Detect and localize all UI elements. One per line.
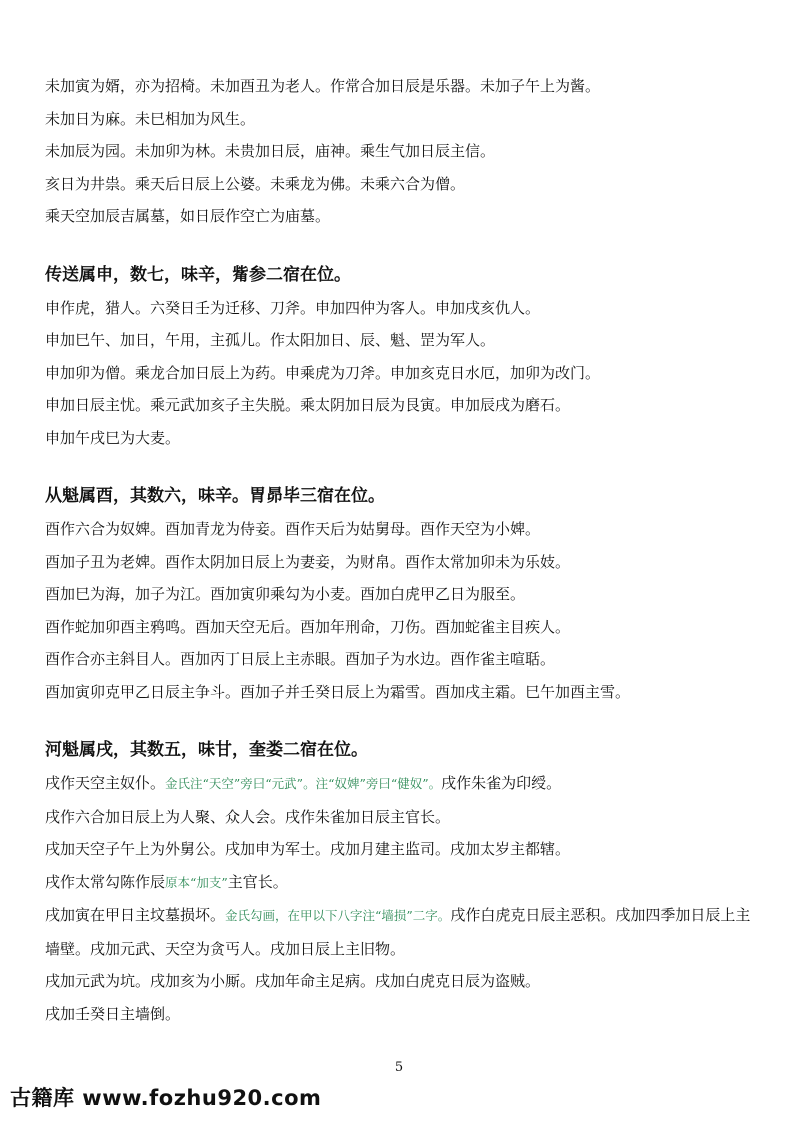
text-line: 申作虎，猎人。六癸日壬为迁移、刀斧。申加四仲为客人。申加戌亥仇人。 bbox=[45, 298, 541, 317]
text-line: 酉作合亦主斜目人。酉加丙丁日辰上主赤眼。酉加子为水边。酉作雀主喧聒。 bbox=[45, 650, 556, 668]
page-number: 5 bbox=[394, 1060, 404, 1075]
text-line: 申加卯为僧。乘龙合加日辰上为药。申乘虎为刀斧。申加亥克日水厄，加卯为改门。 bbox=[45, 363, 601, 382]
text-line: 酉作蛇加卯酉主鸦鸣。酉加天空无后。酉加年刑命，刀伤。酉加蛇雀主目疾人。 bbox=[45, 617, 571, 636]
section-hekui bbox=[45, 734, 755, 1030]
section-heading: 从魁属酉，其数六，味辛。胃昴毕三宿在位。 bbox=[45, 486, 385, 506]
text-line bbox=[45, 899, 755, 965]
text-segment: 戌作白虎克日辰主恶积。戌加四季加日辰上主墙壁。戌加元武、天空为贪丐人。戌加日辰上主旧物。 bbox=[45, 906, 751, 958]
text-line: 戌加壬癸日主墙倒。 bbox=[45, 1004, 181, 1023]
text-line: 未加寅为婿，亦为招椅。未加酉丑为老人。作常合加日辰是乐器。未加子午上为酱。 bbox=[45, 77, 601, 95]
section-heading: 河魁属戌，其数五，味甘，奎娄二宿在位。 bbox=[45, 740, 368, 760]
text-line: 申加巳午、加日，午用，主孤儿。作太阳加日、辰、魁、罡为军人。 bbox=[45, 331, 496, 349]
text-line: 酉加寅卯克甲乙日辰主争斗。酉加子并壬癸日辰上为霜雪。酉加戌主霜。巳午加酉主雪。 bbox=[45, 682, 631, 701]
text-line: 戌加元武为坑。戌加亥为小厮。戌加年命主足病。戌加白虎克日辰为盗贼。 bbox=[45, 972, 541, 990]
page-content bbox=[45, 70, 755, 1030]
annotation-note: 金氏注“天空”旁曰“元武”。注“奴婢”旁曰“健奴”。 bbox=[165, 776, 442, 791]
text-segment: 主官长。 bbox=[227, 872, 288, 891]
text-segment: 戌作天空主奴仆。 bbox=[45, 774, 166, 792]
section-heading: 传送属申，数七，味辛，觜参二宿在位。 bbox=[45, 264, 351, 285]
text-line: 酉加子丑为老婢。酉作太阴加日辰上为妻妾，为财帛。酉作太常加卯未为乐妓。 bbox=[45, 552, 571, 571]
text-segment: 戌作太常勾陈作辰 bbox=[45, 872, 166, 891]
annotation-note: 金氏勾画，在甲以下八字注“墙损”二字。 bbox=[225, 908, 451, 923]
text-line bbox=[45, 866, 755, 900]
text-line bbox=[45, 767, 755, 801]
text-line: 乘天空加辰吉属墓，如日辰作空亡为庙墓。 bbox=[45, 207, 331, 225]
text-line: 未加日为麻。未巳相加为风生。 bbox=[45, 109, 256, 128]
section-congkui bbox=[45, 480, 755, 708]
text-segment: 戌作朱雀为印绶。 bbox=[441, 774, 562, 792]
text-segment: 戌加寅在甲日主坟墓损坏。 bbox=[45, 906, 226, 924]
text-line: 戌加天空子午上为外舅公。戌加申为军士。戌加月建主监司。戌加太岁主都辖。 bbox=[45, 840, 571, 858]
text-line: 申加午戌巳为大麦。 bbox=[45, 428, 181, 447]
text-line: 亥日为井祟。乘天后日辰上公婆。未乘龙为佛。未乘六合为僧。 bbox=[45, 174, 466, 193]
intro-block bbox=[45, 70, 755, 233]
watermark: 古籍库 www.fozhu920.com bbox=[10, 1086, 322, 1110]
text-line: 酉加巳为海，加子为江。酉加寅卯乘勾为小麦。酉加白虎甲乙日为服至。 bbox=[45, 585, 526, 603]
text-line: 申加日辰主忧。乘元武加亥子主失脱。乘太阴加日辰为艮寅。申加辰戌为磨石。 bbox=[45, 396, 571, 414]
annotation-note: 原本“加支” bbox=[165, 874, 228, 890]
text-line: 酉作六合为奴婢。酉加青龙为侍妾。酉作天后为姑舅母。酉作天空为小婢。 bbox=[45, 520, 541, 538]
text-line: 戌作六合加日辰上为人聚、众人会。戌作朱雀加日辰主官长。 bbox=[45, 807, 451, 826]
section-chuansong bbox=[45, 259, 755, 455]
text-line: 未加辰为园。未加卯为林。未贵加日辰，庙神。乘生气加日辰主信。 bbox=[45, 142, 496, 160]
